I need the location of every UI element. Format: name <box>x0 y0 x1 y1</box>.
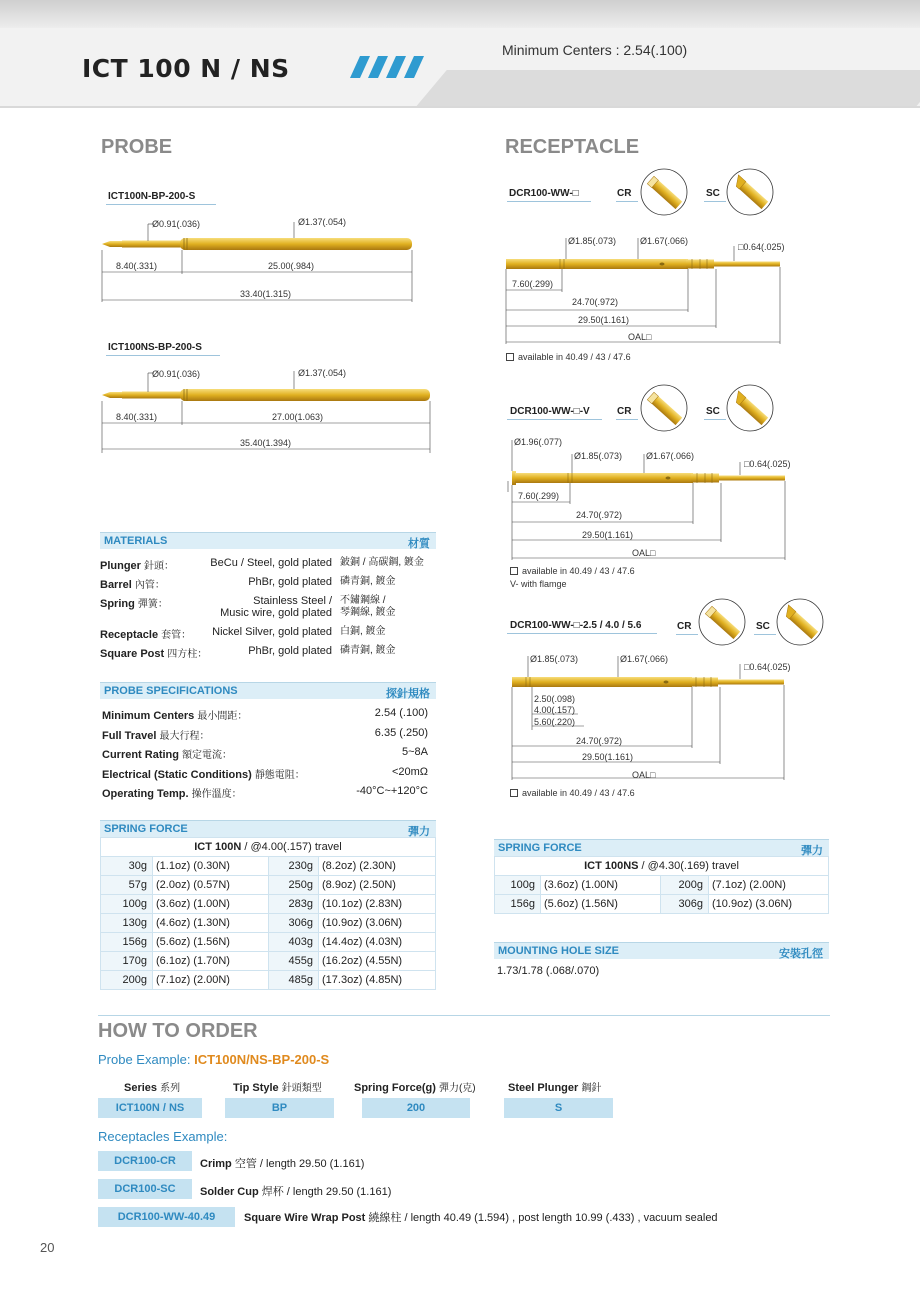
spring-n-title: SPRING FORCE <box>104 823 188 835</box>
force-grams: 30g <box>101 857 153 876</box>
spec-key: Minimum Centers <box>102 710 195 722</box>
force-conversion: (5.6oz) (1.56N) <box>541 895 661 914</box>
order-col-spring-force <box>354 1079 476 1094</box>
probe-ns-part-number: ICT100NS-BP-200-S <box>108 342 202 353</box>
receptacle-name: Crimp <box>200 1158 232 1170</box>
receptacle-name: Square Wire Wrap Post <box>244 1212 366 1224</box>
spec-key: Electrical (Static Conditions) <box>102 769 252 781</box>
order-col-label: Series <box>124 1082 158 1094</box>
r2-cr-detail-icon <box>640 384 690 434</box>
probe-example-label: Probe Example: <box>98 1052 195 1067</box>
force-conversion: (5.6oz) (1.56N) <box>153 933 269 952</box>
r2-sc-detail-icon <box>726 384 776 434</box>
r2-d0: Ø1.96(.077) <box>514 437 563 447</box>
checkbox-icon <box>510 567 518 575</box>
spec-value: 6.35 (.250) <box>374 727 428 739</box>
probe-n-len-barrel: 25.00(.984) <box>268 261 315 271</box>
r3-cr-detail-icon <box>698 598 748 648</box>
r1-note <box>506 352 631 362</box>
r1-sc-detail-icon <box>726 168 776 218</box>
receptacles-example-label: Receptacles Example: <box>98 1129 228 1144</box>
force-grams: 130g <box>101 914 153 933</box>
force-grams: 485g <box>269 971 319 990</box>
r3-sc-underline <box>754 634 776 635</box>
materials-header <box>100 532 436 549</box>
r1-underline <box>507 201 591 202</box>
receptacle-cn: 空管 <box>234 1158 257 1170</box>
force-grams: 283g <box>269 895 319 914</box>
probe-ns-drawing <box>96 363 441 458</box>
min-centers-label: Minimum Centers : 2.54(.100) <box>502 42 688 58</box>
material-value-cn: 磷青銅, 鍍金 <box>340 576 396 587</box>
spring-n-header <box>100 820 436 837</box>
r3-l3: 29.50(1.161) <box>582 752 634 762</box>
force-grams: 156g <box>101 933 153 952</box>
probe-ns-len-total: 35.40(1.394) <box>240 438 292 448</box>
r1-l1: 7.60(.299) <box>512 279 554 289</box>
material-key: Spring <box>100 598 135 610</box>
probe-ns-len-tip: 8.40(.331) <box>116 412 158 422</box>
force-grams: 57g <box>101 876 153 895</box>
specs-title-cn: 探針規格 <box>386 688 430 700</box>
r2-drawing <box>502 434 802 564</box>
force-grams: 200g <box>661 876 709 895</box>
force-grams: 170g <box>101 952 153 971</box>
order-col-label: Steel Plunger <box>508 1082 579 1094</box>
r2-l2: 24.70(.972) <box>576 510 623 520</box>
force-conversion: (17.3oz) (4.85N) <box>319 971 436 990</box>
r2-l3: 29.50(1.161) <box>582 530 634 540</box>
probe-n-len-tip: 8.40(.331) <box>116 261 158 271</box>
receptacle-detail: / length 29.50 (1.161) <box>283 1186 392 1198</box>
order-col-steel-plunger <box>508 1079 601 1094</box>
material-key-cn: 針頭： <box>144 561 175 572</box>
order-col-series <box>124 1079 180 1094</box>
force-conversion: (7.1oz) (2.00N) <box>153 971 269 990</box>
mounting-value: 1.73/1.78 (.068/.070) <box>497 965 600 977</box>
r2-d3: □0.64(.025) <box>744 459 791 469</box>
probe-n-part-number: ICT100N-BP-200-S <box>108 191 196 202</box>
r1-d1: Ø1.85(.073) <box>568 236 617 246</box>
r2-underline <box>507 419 602 420</box>
r2-d2: Ø1.67(.066) <box>646 451 695 461</box>
spring-ns-table <box>494 856 829 914</box>
order-col-cn: 針頭類型 <box>281 1083 322 1094</box>
r1-cr-detail-icon <box>640 168 690 218</box>
force-grams: 100g <box>101 895 153 914</box>
r3-underline <box>507 633 657 634</box>
force-conversion: (2.0oz) (0.57N) <box>153 876 269 895</box>
r2-part-number: DCR100-WW-□-V <box>510 406 590 417</box>
spec-value: -40°C~+120°C <box>356 785 428 797</box>
force-grams: 156g <box>495 895 541 914</box>
material-value: PhBr, gold plated <box>248 576 332 588</box>
spring-n-table <box>100 837 436 990</box>
material-key-cn: 內管： <box>134 580 165 591</box>
r2-cr-label: CR <box>617 406 632 417</box>
material-row-receptacle <box>100 626 436 640</box>
specs-header <box>100 682 436 699</box>
material-key-cn: 彈簧： <box>137 599 168 610</box>
force-grams: 306g <box>269 914 319 933</box>
divider <box>98 1015 830 1016</box>
r1-d3: □0.64(.025) <box>738 242 785 252</box>
force-conversion: (6.1oz) (1.70N) <box>153 952 269 971</box>
r3-l4: OAL□ <box>632 770 656 780</box>
r1-sc-label: SC <box>706 188 720 199</box>
specs-title: PROBE SPECIFICATIONS <box>104 685 238 697</box>
r2-note <box>510 566 635 576</box>
table-row <box>101 914 436 933</box>
material-value: Nickel Silver, gold plated <box>212 626 332 638</box>
checkbox-icon <box>510 789 518 797</box>
material-row-square-post <box>100 645 436 659</box>
force-conversion: (10.9oz) (3.06N) <box>709 895 829 914</box>
receptacle-detail: / length 29.50 (1.161) <box>256 1158 365 1170</box>
spring-ns-travel: / @4.30(.169) travel <box>638 860 739 872</box>
force-conversion: (8.2oz) (2.30N) <box>319 857 436 876</box>
table-row <box>495 895 829 914</box>
r2-cr-underline <box>616 419 638 420</box>
spec-key-cn: 操作溫度： <box>191 789 242 800</box>
force-conversion: (3.6oz) (1.00N) <box>541 876 661 895</box>
mounting-title: MOUNTING HOLE SIZE <box>498 945 619 957</box>
r3-s3: 5.60(.220) <box>534 717 576 727</box>
force-grams: 455g <box>269 952 319 971</box>
page-number: 20 <box>40 1240 55 1255</box>
spec-key-cn: 最大行程： <box>159 731 210 742</box>
table-row <box>495 876 829 895</box>
r3-note-text: available in 40.49 / 43 / 47.6 <box>522 788 635 798</box>
receptacle-section-title: RECEPTACLE <box>505 136 640 158</box>
spring-ns-header <box>494 839 829 856</box>
material-key: Square Post <box>100 648 165 660</box>
r2-l4: OAL□ <box>632 548 656 558</box>
r3-d3: □0.64(.025) <box>744 662 791 672</box>
force-grams: 100g <box>495 876 541 895</box>
order-col-cn: 鋼針 <box>581 1083 602 1094</box>
material-value-cn: 白銅, 鍍金 <box>340 626 386 637</box>
order-col-cn: 彈力(克) <box>438 1083 476 1094</box>
receptacle-desc-cr <box>200 1155 364 1171</box>
probe-n-drawing <box>96 212 426 307</box>
materials-title: MATERIALS <box>104 535 168 547</box>
force-grams: 200g <box>101 971 153 990</box>
force-conversion: (10.1oz) (2.83N) <box>319 895 436 914</box>
r3-d1: Ø1.85(.073) <box>530 654 579 664</box>
receptacle-code-sc: DCR100-SC <box>98 1179 192 1199</box>
checkbox-icon <box>506 353 514 361</box>
material-value: PhBr, gold plated <box>248 645 332 657</box>
r3-s1: 2.50(.098) <box>534 694 576 704</box>
r3-part-number: DCR100-WW-□-2.5 / 4.0 / 5.6 <box>510 620 642 631</box>
table-row <box>101 933 436 952</box>
material-value-cn-line2: 琴鋼線, 鍍金 <box>340 607 396 618</box>
mounting-title-cn: 安裝孔徑 <box>779 948 823 960</box>
order-steel-plunger-value: S <box>504 1098 613 1118</box>
force-conversion: (4.6oz) (1.30N) <box>153 914 269 933</box>
force-conversion: (1.1oz) (0.30N) <box>153 857 269 876</box>
spec-value: 5~8A <box>402 746 428 758</box>
table-row <box>101 857 436 876</box>
force-grams: 403g <box>269 933 319 952</box>
material-value: Stainless Steel / <box>253 595 332 607</box>
force-conversion: (14.4oz) (4.03N) <box>319 933 436 952</box>
spring-ns-title: SPRING FORCE <box>498 842 582 854</box>
order-col-label: Spring Force(g) <box>354 1082 436 1094</box>
material-value-line2: Music wire, gold plated <box>220 607 332 619</box>
header-wedge <box>413 70 920 108</box>
material-key-cn: 四方柱： <box>167 649 208 660</box>
r3-sc-label: SC <box>756 621 770 632</box>
probe-n-dia-tip: Ø0.91(.036) <box>152 219 201 229</box>
r3-d2: Ø1.67(.066) <box>620 654 669 664</box>
force-grams: 230g <box>269 857 319 876</box>
probe-ns-underline <box>106 355 220 356</box>
material-value: BeCu / Steel, gold plated <box>210 557 332 569</box>
order-col-tip-style <box>233 1079 322 1094</box>
receptacle-code-cr: DCR100-CR <box>98 1151 192 1171</box>
force-conversion: (7.1oz) (2.00N) <box>709 876 829 895</box>
spring-ns-model: ICT 100NS <box>584 860 639 872</box>
receptacle-desc-ww <box>244 1209 718 1225</box>
material-key: Barrel <box>100 579 132 591</box>
r2-d1: Ø1.85(.073) <box>574 451 623 461</box>
table-row <box>101 952 436 971</box>
order-col-label: Tip Style <box>233 1082 279 1094</box>
r1-l3: 29.50(1.161) <box>578 315 630 325</box>
probe-ns-dia-tip: Ø0.91(.036) <box>152 369 201 379</box>
order-col-cn: 系列 <box>160 1083 181 1094</box>
r1-d2: Ø1.67(.066) <box>640 236 689 246</box>
r3-drawing <box>502 650 802 785</box>
r3-sc-detail-icon <box>776 598 826 648</box>
mounting-header <box>494 942 829 959</box>
r3-cr-label: CR <box>677 621 692 632</box>
r3-note <box>510 788 635 798</box>
r1-cr-underline <box>616 201 638 202</box>
header-line <box>0 106 920 108</box>
material-key-cn: 套管： <box>161 630 192 641</box>
material-row-plunger <box>100 557 436 571</box>
table-row <box>101 895 436 914</box>
force-conversion: (10.9oz) (3.06N) <box>319 914 436 933</box>
material-row-spring <box>100 595 436 621</box>
material-key: Plunger <box>100 560 141 572</box>
r3-cr-underline <box>676 634 698 635</box>
force-conversion: (3.6oz) (1.00N) <box>153 895 269 914</box>
how-to-order-title: HOW TO ORDER <box>98 1020 258 1042</box>
spec-key-cn: 額定電流： <box>182 750 233 761</box>
spec-key-cn: 最小間距： <box>197 711 248 722</box>
r1-cr-label: CR <box>617 188 632 199</box>
spring-n-title-cn: 彈力 <box>408 826 430 838</box>
materials-title-cn: 材質 <box>408 538 430 550</box>
spec-value: 2.54 (.100) <box>374 707 428 719</box>
force-grams: 306g <box>661 895 709 914</box>
page-title: ICT 100 N / NS <box>82 54 290 83</box>
table-row <box>101 971 436 990</box>
order-series-value: ICT100N / NS <box>98 1098 202 1118</box>
probe-n-len-total: 33.40(1.315) <box>240 289 292 299</box>
probe-ns-len-barrel: 27.00(1.063) <box>272 412 324 422</box>
receptacle-cn: 繞線柱 <box>368 1212 402 1224</box>
receptacle-desc-sc <box>200 1183 391 1199</box>
stripes-logo-icon <box>350 56 430 78</box>
spring-n-model: ICT 100N <box>194 841 242 853</box>
material-value-cn: 鈹銅 / 高碳鋼, 鍍金 <box>340 557 424 568</box>
probe-ns-dia-barrel: Ø1.37(.054) <box>298 368 347 378</box>
probe-example-value: ICT100N/NS-BP-200-S <box>194 1052 330 1067</box>
receptacle-name: Solder Cup <box>200 1186 259 1198</box>
table-row <box>101 876 436 895</box>
r2-sc-underline <box>704 419 726 420</box>
probe-n-dia-barrel: Ø1.37(.054) <box>298 217 347 227</box>
spring-ns-title-cn: 彈力 <box>801 845 823 857</box>
receptacle-detail: / length 40.49 (1.594) , post length 10.99 (.433) , vacuum sealed <box>401 1212 718 1224</box>
header-strip <box>0 0 920 28</box>
r2-l1: 7.60(.299) <box>518 491 560 501</box>
probe-example <box>98 1052 329 1067</box>
r1-l4: OAL□ <box>628 332 652 342</box>
spring-n-travel: / @4.00(.157) travel <box>241 841 342 853</box>
force-conversion: (16.2oz) (4.55N) <box>319 952 436 971</box>
r2-note2: V- with flamge <box>510 579 567 589</box>
order-tip-style-value: BP <box>225 1098 334 1118</box>
r3-l2: 24.70(.972) <box>576 736 623 746</box>
spec-key: Full Travel <box>102 730 157 742</box>
r1-l2: 24.70(.972) <box>572 297 619 307</box>
spec-value: <20mΩ <box>391 766 428 778</box>
r1-part-number: DCR100-WW-□ <box>509 188 579 199</box>
probe-n-underline <box>106 204 216 205</box>
spring-n-heading-row <box>101 838 436 857</box>
receptacle-code-ww: DCR100-WW-40.49 <box>98 1207 235 1227</box>
spec-key-cn: 靜態電阻： <box>254 770 305 781</box>
spec-key: Operating Temp. <box>102 788 189 800</box>
material-value-cn: 不鏽鋼線 / <box>340 595 386 606</box>
force-grams: 250g <box>269 876 319 895</box>
r2-note-text: available in 40.49 / 43 / 47.6 <box>522 566 635 576</box>
receptacle-cn: 焊杯 <box>261 1186 284 1198</box>
spec-key: Current Rating <box>102 749 179 761</box>
r1-sc-underline <box>704 201 726 202</box>
force-conversion: (8.9oz) (2.50N) <box>319 876 436 895</box>
material-key: Receptacle <box>100 629 159 641</box>
spring-ns-heading-row <box>495 857 829 876</box>
order-spring-force-value: 200 <box>362 1098 470 1118</box>
probe-section-title: PROBE <box>101 136 173 158</box>
material-value-cn: 磷青銅, 鍍金 <box>340 645 396 656</box>
r1-drawing <box>502 232 802 352</box>
r1-note-text: available in 40.49 / 43 / 47.6 <box>518 352 631 362</box>
r2-sc-label: SC <box>706 406 720 417</box>
material-row-barrel <box>100 576 436 590</box>
r3-s2: 4.00(.157) <box>534 705 576 715</box>
